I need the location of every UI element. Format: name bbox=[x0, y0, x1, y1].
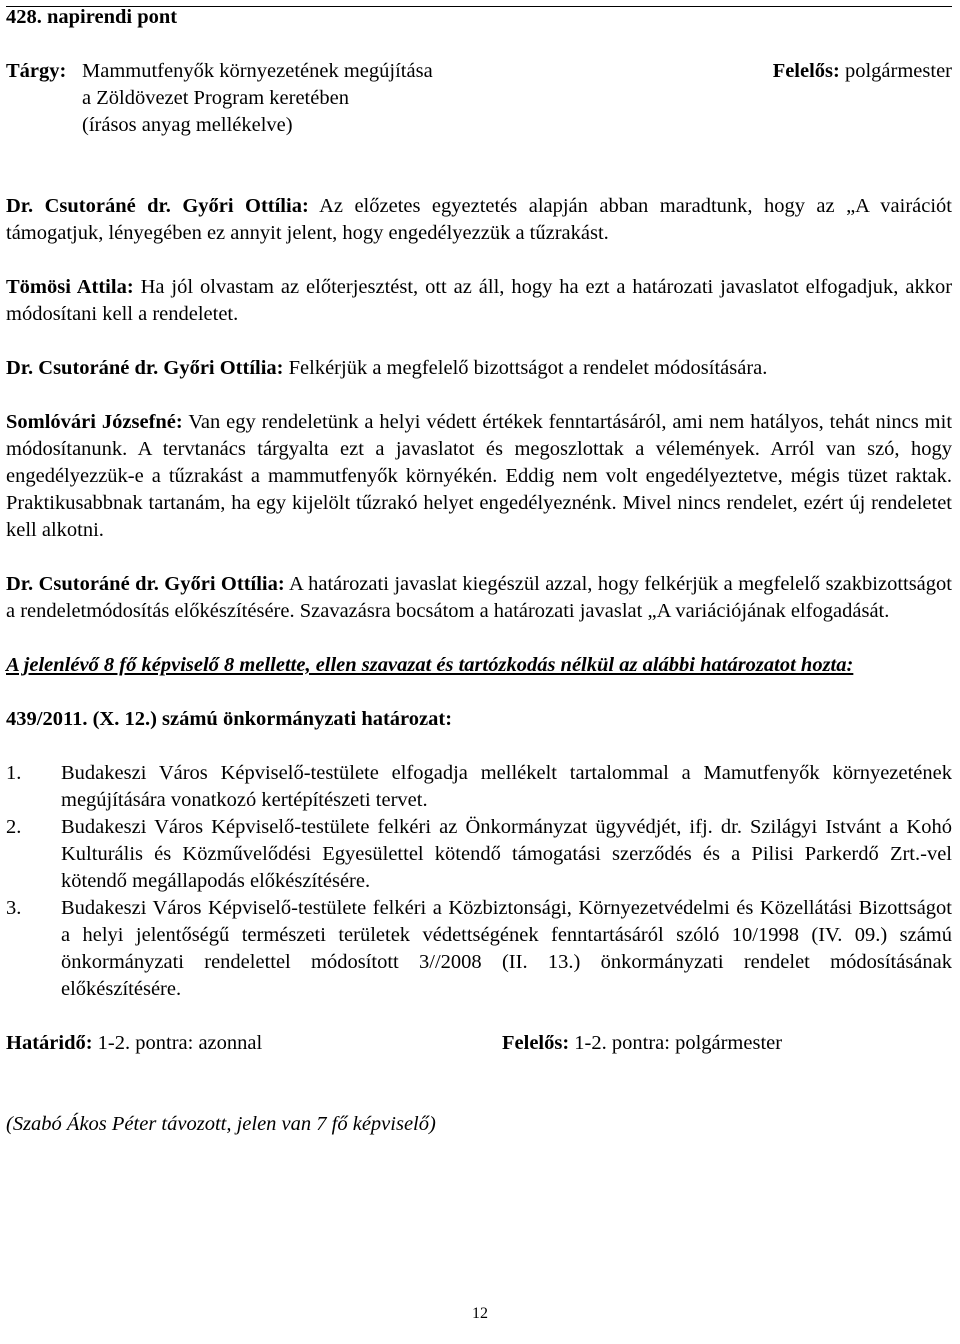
paragraph-text: Felkérjük a megfelelő bizottságot a rendelet módosítására. bbox=[288, 357, 768, 379]
resolution-title: 439/2011. (X. 12.) számú önkormányzati határozat: bbox=[6, 708, 453, 730]
paragraph-5 bbox=[6, 571, 952, 625]
subject-block bbox=[6, 58, 952, 139]
deadline bbox=[6, 1030, 262, 1057]
responsible-value: polgármester bbox=[844, 60, 952, 82]
responsible-bottom-value: 1-2. pontra: polgármester bbox=[574, 1032, 783, 1054]
deadline-label: Határidő: bbox=[6, 1032, 93, 1054]
item-text: Budakeszi Város Képviselő-testülete felkéri az Önkormányzat ügyvédjét, ifj. dr. Szilágyi Istvánt a Kohó Kulturális és Közművelődési Egyesülettel kötendő támogatási szerződés és a Pilisi Parkerdő Zrt.-vel kötendő megállapodás előkészítésére. bbox=[61, 816, 952, 892]
item-text: Budakeszi Város Képviselő-testülete felkéri a Közbiztonsági, Környezetvédelmi és Közellátási Bizottságot a helyi jelentőségű természeti területek védettségének fenntartásáról szóló 10/1998 (IV. 09.) számú önkormányzati rendelettel módosított 3//2008 (II. 13.) önkormányzati rendelet módosításának előkészítésére. bbox=[61, 897, 952, 1000]
paragraph-4 bbox=[6, 409, 952, 544]
paragraph-1 bbox=[6, 193, 952, 247]
speaker-name: Dr. Csutoráné dr. Győri Ottília: bbox=[6, 195, 309, 217]
agenda-title: 428. napirendi pont bbox=[6, 6, 178, 28]
item-number: 2. bbox=[6, 816, 22, 838]
speaker-name: Tömösi Attila: bbox=[6, 276, 134, 298]
paragraph-3 bbox=[6, 355, 952, 382]
subject-line-3: (írásos anyag mellékelve) bbox=[82, 114, 293, 136]
responsible-bottom-label: Felelős: bbox=[502, 1032, 570, 1054]
item-number: 1. bbox=[6, 762, 22, 784]
resolution-item bbox=[6, 760, 952, 814]
item-text: Budakeszi Város Képviselő-testülete elfogadja mellékelt tartalommal a Mamutfenyők környezetének megújítására vonatkozó kertépítészeti tervet. bbox=[61, 762, 952, 811]
paragraph-text: Az előzetes egyeztetés alapján abban maradtunk, hogy az „A vairációt támogatjuk, lényegében ez annyit jelent, hogy engedélyezzük a tűzrakást. bbox=[6, 195, 952, 244]
speaker-name: Somlóvári Józsefné: bbox=[6, 411, 183, 433]
deadline-value: 1-2. pontra: azonnal bbox=[97, 1032, 263, 1054]
subject-responsible bbox=[773, 58, 952, 85]
responsible-bottom bbox=[502, 1030, 782, 1057]
attendance-note: (Szabó Ákos Péter távozott, jelen van 7 fő képviselő) bbox=[6, 1113, 436, 1135]
resolution-item bbox=[6, 895, 952, 1003]
paragraph-text: Ha jól olvastam az előterjesztést, ott az áll, hogy ha ezt a határozati javaslatot elfogadjuk, akkor módosítani kell a rendeletet. bbox=[6, 276, 953, 325]
speaker-name: Dr. Csutoráné dr. Győri Ottília: bbox=[6, 573, 285, 595]
responsible-label: Felelős: bbox=[772, 60, 840, 82]
resolution-list bbox=[6, 760, 952, 1003]
document-page bbox=[6, 4, 952, 1138]
speaker-name: Dr. Csutoráné dr. Győri Ottília: bbox=[6, 357, 284, 379]
paragraph-text: Van egy rendeletünk a helyi védett értékek fenntartásáról, ami nem hatályos, tehát nincs mit módosítanunk. A tervtanács tárgyalta ezt a javaslatot és megoszlottak a vélemények. Arról van szó, hogy engedélyezzük-e a tűzrakást a mammutfenyők környékén. Eddig nem volt engedélyeztetve, mégis tüzet raktak. Praktikusabbnak tartanám, ha egy kijelölt tűzrakó helyet engedélyeznénk. Mivel nincs rendelet, ezért új rendeletet kell alkotni. bbox=[6, 411, 953, 541]
resolution-item bbox=[6, 814, 952, 895]
subject-label: Tárgy: bbox=[6, 60, 67, 82]
item-number: 3. bbox=[6, 897, 22, 919]
subject-line-2: a Zöldövezet Program keretében bbox=[82, 87, 349, 109]
page-number: 12 bbox=[472, 1305, 488, 1322]
subject-line-1: Mammutfenyők környezetének megújítása bbox=[82, 60, 433, 82]
paragraph-text: A határozati javaslat kiegészül azzal, hogy felkérjük a megfelelő szakbizottságot a rendeletmódosítás előkészítésére. Szavazásra bocsátom a határozati javaslat „A variációjának elfogadását. bbox=[6, 573, 952, 622]
vote-statement: A jelenlévő 8 fő képviselő 8 mellette, ellen szavazat és tartózkodás nélkül az alábbi határozatot hozta: bbox=[6, 654, 854, 676]
paragraph-2 bbox=[6, 274, 952, 328]
deadline-row bbox=[6, 1030, 952, 1057]
